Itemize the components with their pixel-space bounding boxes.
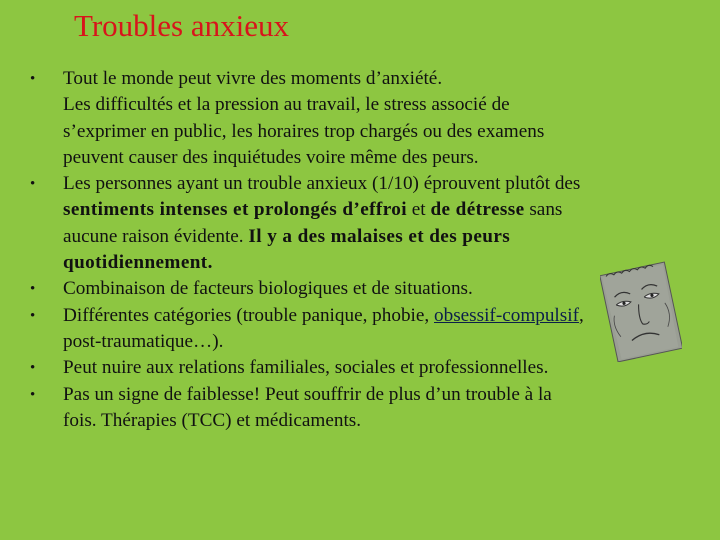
item-2-emphasis-detresse: de détresse [430,199,525,221]
bullet-icon: • [30,176,36,193]
slide-title: Troubles anxieux [74,8,289,43]
item-2-emphasis-effroi: sentiments intenses et prolongés d’effroi [63,199,407,221]
bullet-icon: • [30,360,36,377]
bullet-icon: • [30,386,36,403]
bullet-icon: • [30,281,36,298]
item-2-line-2-end: sans [524,199,563,221]
anxious-face-sketch-icon [600,260,682,362]
item-1-line-4: peuvent causer des inquiétudes voire même des peurs. [63,146,479,168]
item-1-line-1: Tout le monde peut vivre des moments d’anxiété. [63,68,443,89]
item-5-text: Peut nuire aux relations familiales, sociales et professionnelles. [63,357,549,379]
bullet-icon: • [30,307,36,324]
item-2-line-3-start: aucune raison évidente. [63,225,249,247]
item-3-text: Combinaison de facteurs biologiques et de situations. [63,278,473,300]
item-2-emphasis-malaises: Il y a des malaises et des peurs [248,225,511,247]
item-4-line-2: post-traumatique…). [63,330,224,352]
bullet-list [30,66,720,434]
item-6-line-1: Pas un signe de faiblesse! Peut souffrir de plus d’un trouble à la [63,383,552,405]
item-2-connector: et [406,199,431,221]
item-2-emphasis-quotidien: quotidiennement. [63,252,213,274]
item-2-line-1: Les personnes ayant un trouble anxieux (1/10) éprouvent plutôt des [63,173,581,195]
bullet-icon: • [30,71,36,87]
item-4-line-1-end: , [578,304,584,326]
ocd-link[interactable]: obsessif-compulsif [434,304,579,326]
bullet-item-6 [30,382,720,435]
item-6-line-2: fois. Thérapies (TCC) et médicaments. [63,409,362,431]
item-1-line-3: s’exprimer en public, les horaires trop chargés ou des examens [63,120,545,142]
item-4-line-1-start: Différentes catégories (trouble panique, phobie, [63,304,434,326]
bullet-item-1 [30,66,720,171]
item-1-line-2: Les difficultés et la pression au travail, le stress associé de [63,94,510,116]
